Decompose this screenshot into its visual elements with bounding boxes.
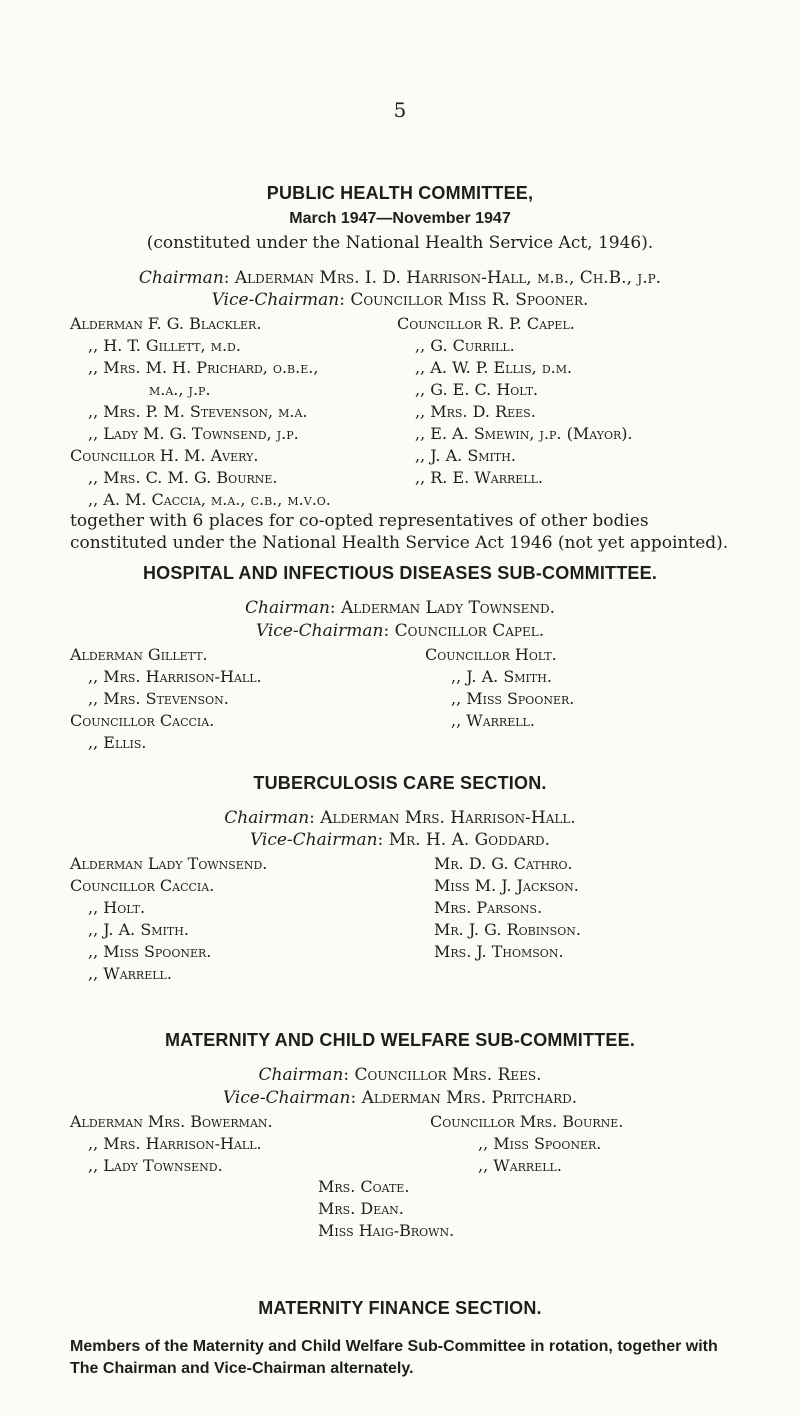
member: Councillor Holt. bbox=[425, 645, 557, 664]
member-list-left bbox=[70, 313, 331, 511]
member-continuation: m.a., j.p. bbox=[149, 380, 211, 399]
section-title-tuberculosis: TUBERCULOSIS CARE SECTION. bbox=[253, 773, 547, 793]
member: Alderman Lady Townsend. bbox=[70, 854, 268, 873]
member: Miss Haig-Brown. bbox=[318, 1221, 455, 1240]
member: ,, Ellis. bbox=[88, 733, 147, 752]
finance-note: Members of the Maternity and Child Welfare Sub-Committee in rotation, together with The Chairman and Vice-Chairman alternately. bbox=[70, 1338, 718, 1377]
vice-chairman-line: Vice-Chairman: Mr. H. A. Goddard. bbox=[249, 830, 551, 850]
member: Councillor R. P. Capel. bbox=[397, 314, 575, 333]
member: ,, Lady M. G. Townsend, j.p. bbox=[88, 424, 299, 443]
section-period: March 1947—November 1947 bbox=[289, 210, 511, 227]
vice-chairman-name: Mr. H. A. Goddard. bbox=[388, 830, 551, 850]
member: ,, H. T. Gillett, m.d. bbox=[88, 336, 241, 355]
member: Mrs. J. Thomson. bbox=[434, 942, 564, 961]
member-list-left bbox=[70, 644, 262, 754]
member: Councillor Caccia. bbox=[70, 876, 215, 895]
member: ,, Holt. bbox=[88, 898, 146, 917]
chairman-name: Alderman Mrs. Harrison-Hall. bbox=[320, 808, 576, 828]
member: ,, Mrs. D. Rees. bbox=[415, 402, 536, 421]
member: ,, Warrell. bbox=[478, 1156, 562, 1175]
member: Alderman Gillett. bbox=[70, 645, 208, 664]
member: ,, Mrs. Harrison-Hall. bbox=[88, 667, 262, 686]
section-title-hospital: HOSPITAL AND INFECTIOUS DISEASES SUB-COMMITTEE. bbox=[142, 563, 658, 583]
member: ,, Lady Townsend. bbox=[88, 1156, 223, 1175]
section-title-maternity-finance: MATERNITY FINANCE SECTION. bbox=[258, 1298, 542, 1318]
member: ,, Mrs. M. H. Prichard, o.b.e., bbox=[88, 358, 319, 377]
chairman-label: Chairman bbox=[224, 808, 310, 828]
member: ,, Warrell. bbox=[451, 711, 535, 730]
chairman-line: Chairman: Alderman Mrs. I. D. Harrison-Hall, m.b., Ch.B., j.p. bbox=[138, 268, 662, 288]
vice-chairman-line: Vice-Chairman: Councillor Miss R. Spooner. bbox=[211, 290, 589, 310]
member: ,, Miss Spooner. bbox=[451, 689, 575, 708]
page-number: 5 bbox=[393, 98, 407, 122]
chairman-line: Chairman: Alderman Mrs. Harrison-Hall. bbox=[224, 808, 576, 828]
member: Mrs. Dean. bbox=[318, 1199, 404, 1218]
vice-chairman-label: Vice-Chairman bbox=[249, 830, 378, 850]
member: Mrs. Coate. bbox=[318, 1177, 410, 1196]
member-list-right bbox=[425, 644, 574, 732]
vice-chairman-label: Vice-Chairman bbox=[222, 1088, 351, 1108]
vice-chairman-label: Vice-Chairman bbox=[255, 621, 384, 641]
member-list-left bbox=[70, 1111, 273, 1177]
member-list-right bbox=[397, 313, 633, 489]
vice-chairman-line: Vice-Chairman: Councillor Capel. bbox=[255, 621, 545, 641]
member: ,, Mrs. Harrison-Hall. bbox=[88, 1134, 262, 1153]
vice-chairman-name: Alderman Mrs. Pritchard. bbox=[361, 1088, 578, 1108]
member: ,, J. A. Smith. bbox=[415, 446, 516, 465]
member: ,, G. Currill. bbox=[415, 336, 515, 355]
section-title-public-health: PUBLIC HEALTH COMMITTEE, bbox=[266, 183, 534, 203]
member-list-center bbox=[318, 1176, 454, 1242]
chairman-label: Chairman bbox=[138, 268, 224, 288]
member: Miss M. J. Jackson. bbox=[434, 876, 579, 895]
chairman-name: Councillor Mrs. Rees. bbox=[354, 1065, 542, 1085]
member: Alderman F. G. Blackler. bbox=[70, 314, 262, 333]
chairman-label: Chairman bbox=[258, 1065, 344, 1085]
member: Councillor Caccia. bbox=[70, 711, 215, 730]
member: ,, Warrell. bbox=[88, 964, 172, 983]
chairman-name: Alderman Mrs. I. D. Harrison-Hall, m.b., Ch.B., j.p. bbox=[234, 268, 662, 288]
member: ,, Miss Spooner. bbox=[88, 942, 212, 961]
member: Councillor H. M. Avery. bbox=[70, 446, 259, 465]
member: ,, J. A. Smith. bbox=[88, 920, 189, 939]
vice-chairman-name: Councillor Capel. bbox=[394, 621, 545, 641]
member: ,, G. E. C. Holt. bbox=[415, 380, 539, 399]
member: ,, Mrs. C. M. G. Bourne. bbox=[88, 468, 278, 487]
member-list-right bbox=[430, 1111, 623, 1177]
chairman-name: Alderman Lady Townsend. bbox=[341, 598, 555, 618]
member: ,, R. E. Warrell. bbox=[415, 468, 544, 487]
member: ,, A. W. P. Ellis, d.m. bbox=[415, 358, 573, 377]
vice-chairman-label: Vice-Chairman bbox=[211, 290, 340, 310]
member: Mr. J. G. Robinson. bbox=[434, 920, 581, 939]
member: Councillor Mrs. Bourne. bbox=[430, 1112, 624, 1131]
member: ,, E. A. Smewin, j.p. (Mayor). bbox=[415, 424, 633, 443]
member: ,, J. A. Smith. bbox=[451, 667, 552, 686]
vice-chairman-line: Vice-Chairman: Alderman Mrs. Pritchard. bbox=[222, 1088, 578, 1108]
member-list-left bbox=[70, 853, 267, 985]
member: Mrs. Parsons. bbox=[434, 898, 543, 917]
member: Alderman Mrs. Bowerman. bbox=[70, 1112, 273, 1131]
co-opted-note: together with 6 places for co-opted representatives of other bodies constituted under the National Health Service Act 1946 (not yet appointed). bbox=[70, 511, 729, 553]
section-title-maternity-welfare: MATERNITY AND CHILD WELFARE SUB-COMMITTEE. bbox=[164, 1030, 636, 1050]
vice-chairman-name: Councillor Miss R. Spooner. bbox=[350, 290, 589, 310]
member: ,, Mrs. Stevenson. bbox=[88, 689, 229, 708]
member: Mr. D. G. Cathro. bbox=[434, 854, 573, 873]
member: ,, A. M. Caccia, m.a., c.b., m.v.o. bbox=[88, 490, 331, 509]
member: ,, Mrs. P. M. Stevenson, m.a. bbox=[88, 402, 308, 421]
chairman-label: Chairman bbox=[245, 598, 330, 618]
member: ,, Miss Spooner. bbox=[478, 1134, 602, 1153]
member-list-right bbox=[434, 853, 581, 963]
chairman-line: Chairman: Councillor Mrs. Rees. bbox=[258, 1065, 542, 1085]
constituted-note: (constituted under the National Health Service Act, 1946). bbox=[146, 233, 654, 253]
chairman-line: Chairman: Alderman Lady Townsend. bbox=[245, 598, 555, 618]
